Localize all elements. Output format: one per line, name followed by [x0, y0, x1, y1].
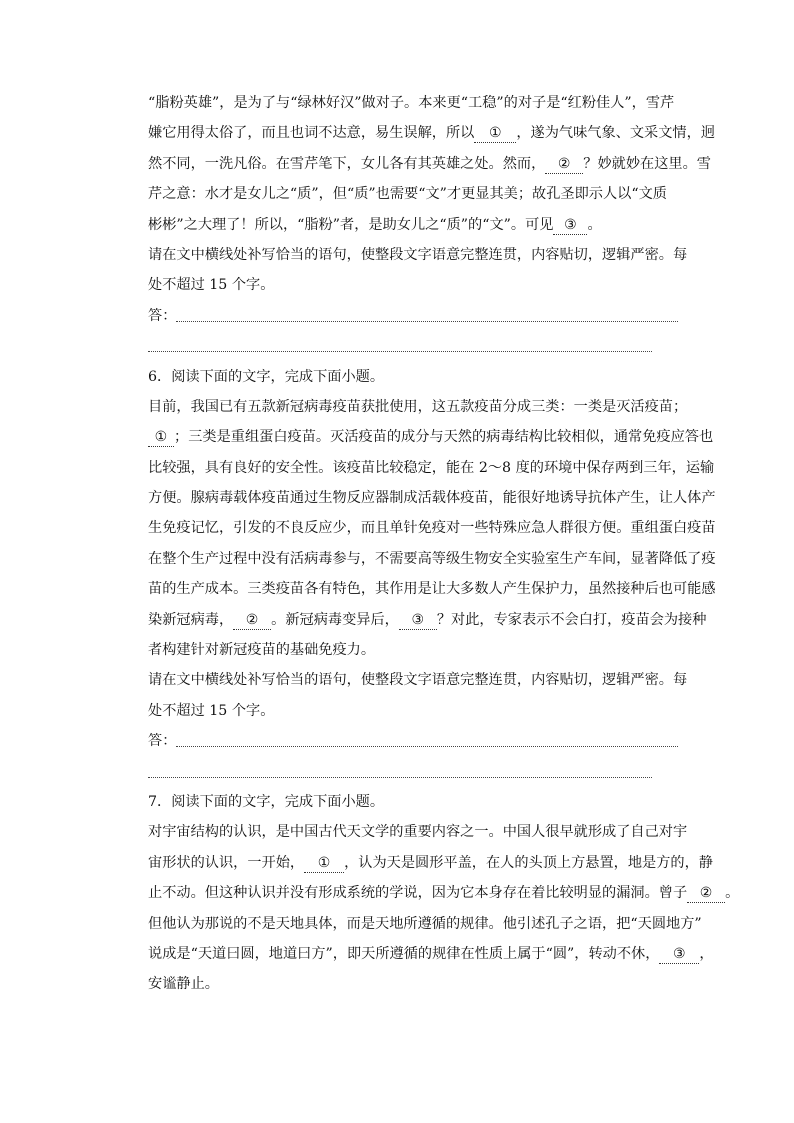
passage-line: 者构建针对新冠疫苗的基础免疫力。: [148, 642, 376, 659]
passage-line: [148, 848, 713, 878]
fill-blank-1[interactable]: ①: [148, 428, 174, 447]
answer-dotted-rule: [148, 777, 652, 778]
passage-line: 目前，我国已有五款新冠病毒疫苗获批使用，这五款疫苗分成三类：一类是灭活疫苗；: [148, 398, 688, 415]
fill-blank-2[interactable]: ②: [233, 611, 271, 630]
instruction-line: 请在文中横线处补写恰当的语句，使整段文字语意完整连贯，内容贴切，逻辑严密。每: [148, 672, 688, 689]
passage-line: [148, 605, 707, 635]
fill-blank-2[interactable]: ②: [687, 884, 725, 903]
answer-dotted-rule: [148, 351, 652, 352]
answer-line-continued[interactable]: [148, 331, 678, 361]
passage-line: [0, 422, 714, 452]
passage-5: [148, 88, 715, 362]
instruction-line: 处不超过 15 个字。: [148, 277, 275, 294]
passage-line: 比较强，具有良好的安全性。该疫苗比较稳定，能在 2～8 度的环境中保存两到三年，运输: [148, 459, 715, 476]
passage-line: [148, 118, 715, 148]
text-segment: 。新冠病毒变异后，: [271, 611, 399, 628]
answer-dotted-rule: [176, 746, 678, 747]
question-6: [148, 362, 716, 787]
instruction-line: 请在文中横线处补写恰当的语句，使整段文字语意完整连贯，内容贴切，逻辑严密。每: [148, 246, 688, 263]
text-segment: ？妙就妙在这里。雪: [583, 155, 711, 172]
passage-line: 苗的生产成本。三类疫苗各有特色，其作用是让大多数人产生保护力，虽然接种后也可能感: [148, 581, 716, 598]
question-7: [148, 787, 740, 1000]
text-segment: ；三类是重组蛋白疫苗。灭活疫苗的成分与天然的病毒结构比较相似，通常免疫应答也: [174, 429, 714, 446]
fill-blank-3[interactable]: ③: [553, 216, 587, 235]
passage-line: [148, 149, 711, 179]
fill-blank-3[interactable]: ③: [659, 945, 699, 964]
text-segment: 说成是“天道曰圆，地道曰方”，即天所遵循的规律在性质上属于“圆”，转动不休，: [148, 945, 660, 962]
answer-line-continued[interactable]: [148, 757, 678, 787]
answer-label: 答：: [148, 733, 177, 750]
instruction-line: 处不超过 15 个字。: [148, 702, 275, 719]
passage-line: [148, 939, 714, 969]
text-segment: 止不动。但这种认识并没有形成系统的学说，因为它本身存在着比较明显的漏洞。曾子: [148, 885, 688, 902]
passage-line: 芹之意：水才是女儿之“质”，但“质”也需要“文”才更显其美；故孔圣即示人以“文质: [148, 186, 667, 203]
passage-line: 安谧静止。: [148, 976, 219, 993]
text-segment: 宙形状的认识，一开始，: [148, 854, 305, 871]
passage-line: 生免疫记忆，引发的不良反应少，而且单针免疫对一些特殊应急人群很方便。重组蛋白疫苗: [148, 520, 716, 537]
text-segment: 。: [725, 885, 740, 902]
question-heading: 7．阅读下面的文字，完成下面小题。: [148, 793, 385, 810]
question-heading: 6．阅读下面的文字，完成下面小题。: [148, 368, 385, 385]
passage-line: [148, 210, 678, 240]
text-segment: ，: [699, 945, 714, 962]
text-segment: 彬彬”之大理了！所以，“脂粉”者，是助女儿之“质”的“文”。可见: [148, 216, 554, 233]
answer-label: 答：: [148, 307, 177, 324]
answer-dotted-rule: [176, 321, 678, 322]
text-segment: 然不同，一洗凡俗。在雪芹笔下，女儿各有其英雄之处。然而，: [148, 155, 546, 172]
text-segment: ？对此，专家表示不会白打，疫苗会为接种: [436, 611, 707, 628]
passage-line: 方便。腺病毒载体疫苗通过生物反应器制成活载体疫苗，能很好地诱导抗体产生，让人体产: [148, 490, 716, 507]
fill-blank-1[interactable]: ①: [304, 854, 344, 873]
text-segment: ，认为天是圆形平盖，在人的头顶上方悬置，地是方的，静: [344, 854, 713, 871]
text-segment: 。: [587, 216, 602, 233]
fill-blank-2[interactable]: ②: [545, 155, 583, 174]
text-segment: ，遂为气味气象、文采文情，迥: [516, 125, 715, 142]
text-segment: 染新冠病毒，: [148, 611, 234, 628]
passage-line: [148, 878, 740, 908]
passage-line: “脂粉英雄”，是为了与“绿林好汉”做对子。本来更“工稳”的对子是“红粉佳人”，雪芹: [148, 95, 675, 111]
fill-blank-3[interactable]: ③: [399, 611, 437, 630]
text-segment: 嫌它用得太俗了，而且也词不达意，易生误解，所以: [148, 125, 475, 142]
passage-line: 对宇宙结构的认识，是中国古代天文学的重要内容之一。中国人很早就形成了自己对宇: [148, 824, 688, 841]
passage-line: 在整个生产过程中没有活病毒参与，不需要高等级生物安全实验室生产车间，显著降低了疫: [148, 550, 716, 567]
answer-line[interactable]: [148, 301, 678, 331]
passage-line: 但他认为那说的不是天地具体，而是天地所遵循的规律。他引述孔子之语，把“天圆地方”: [148, 915, 702, 932]
fill-blank-1[interactable]: ①: [474, 124, 516, 143]
document-page: [148, 88, 740, 1000]
answer-line[interactable]: [148, 726, 678, 756]
